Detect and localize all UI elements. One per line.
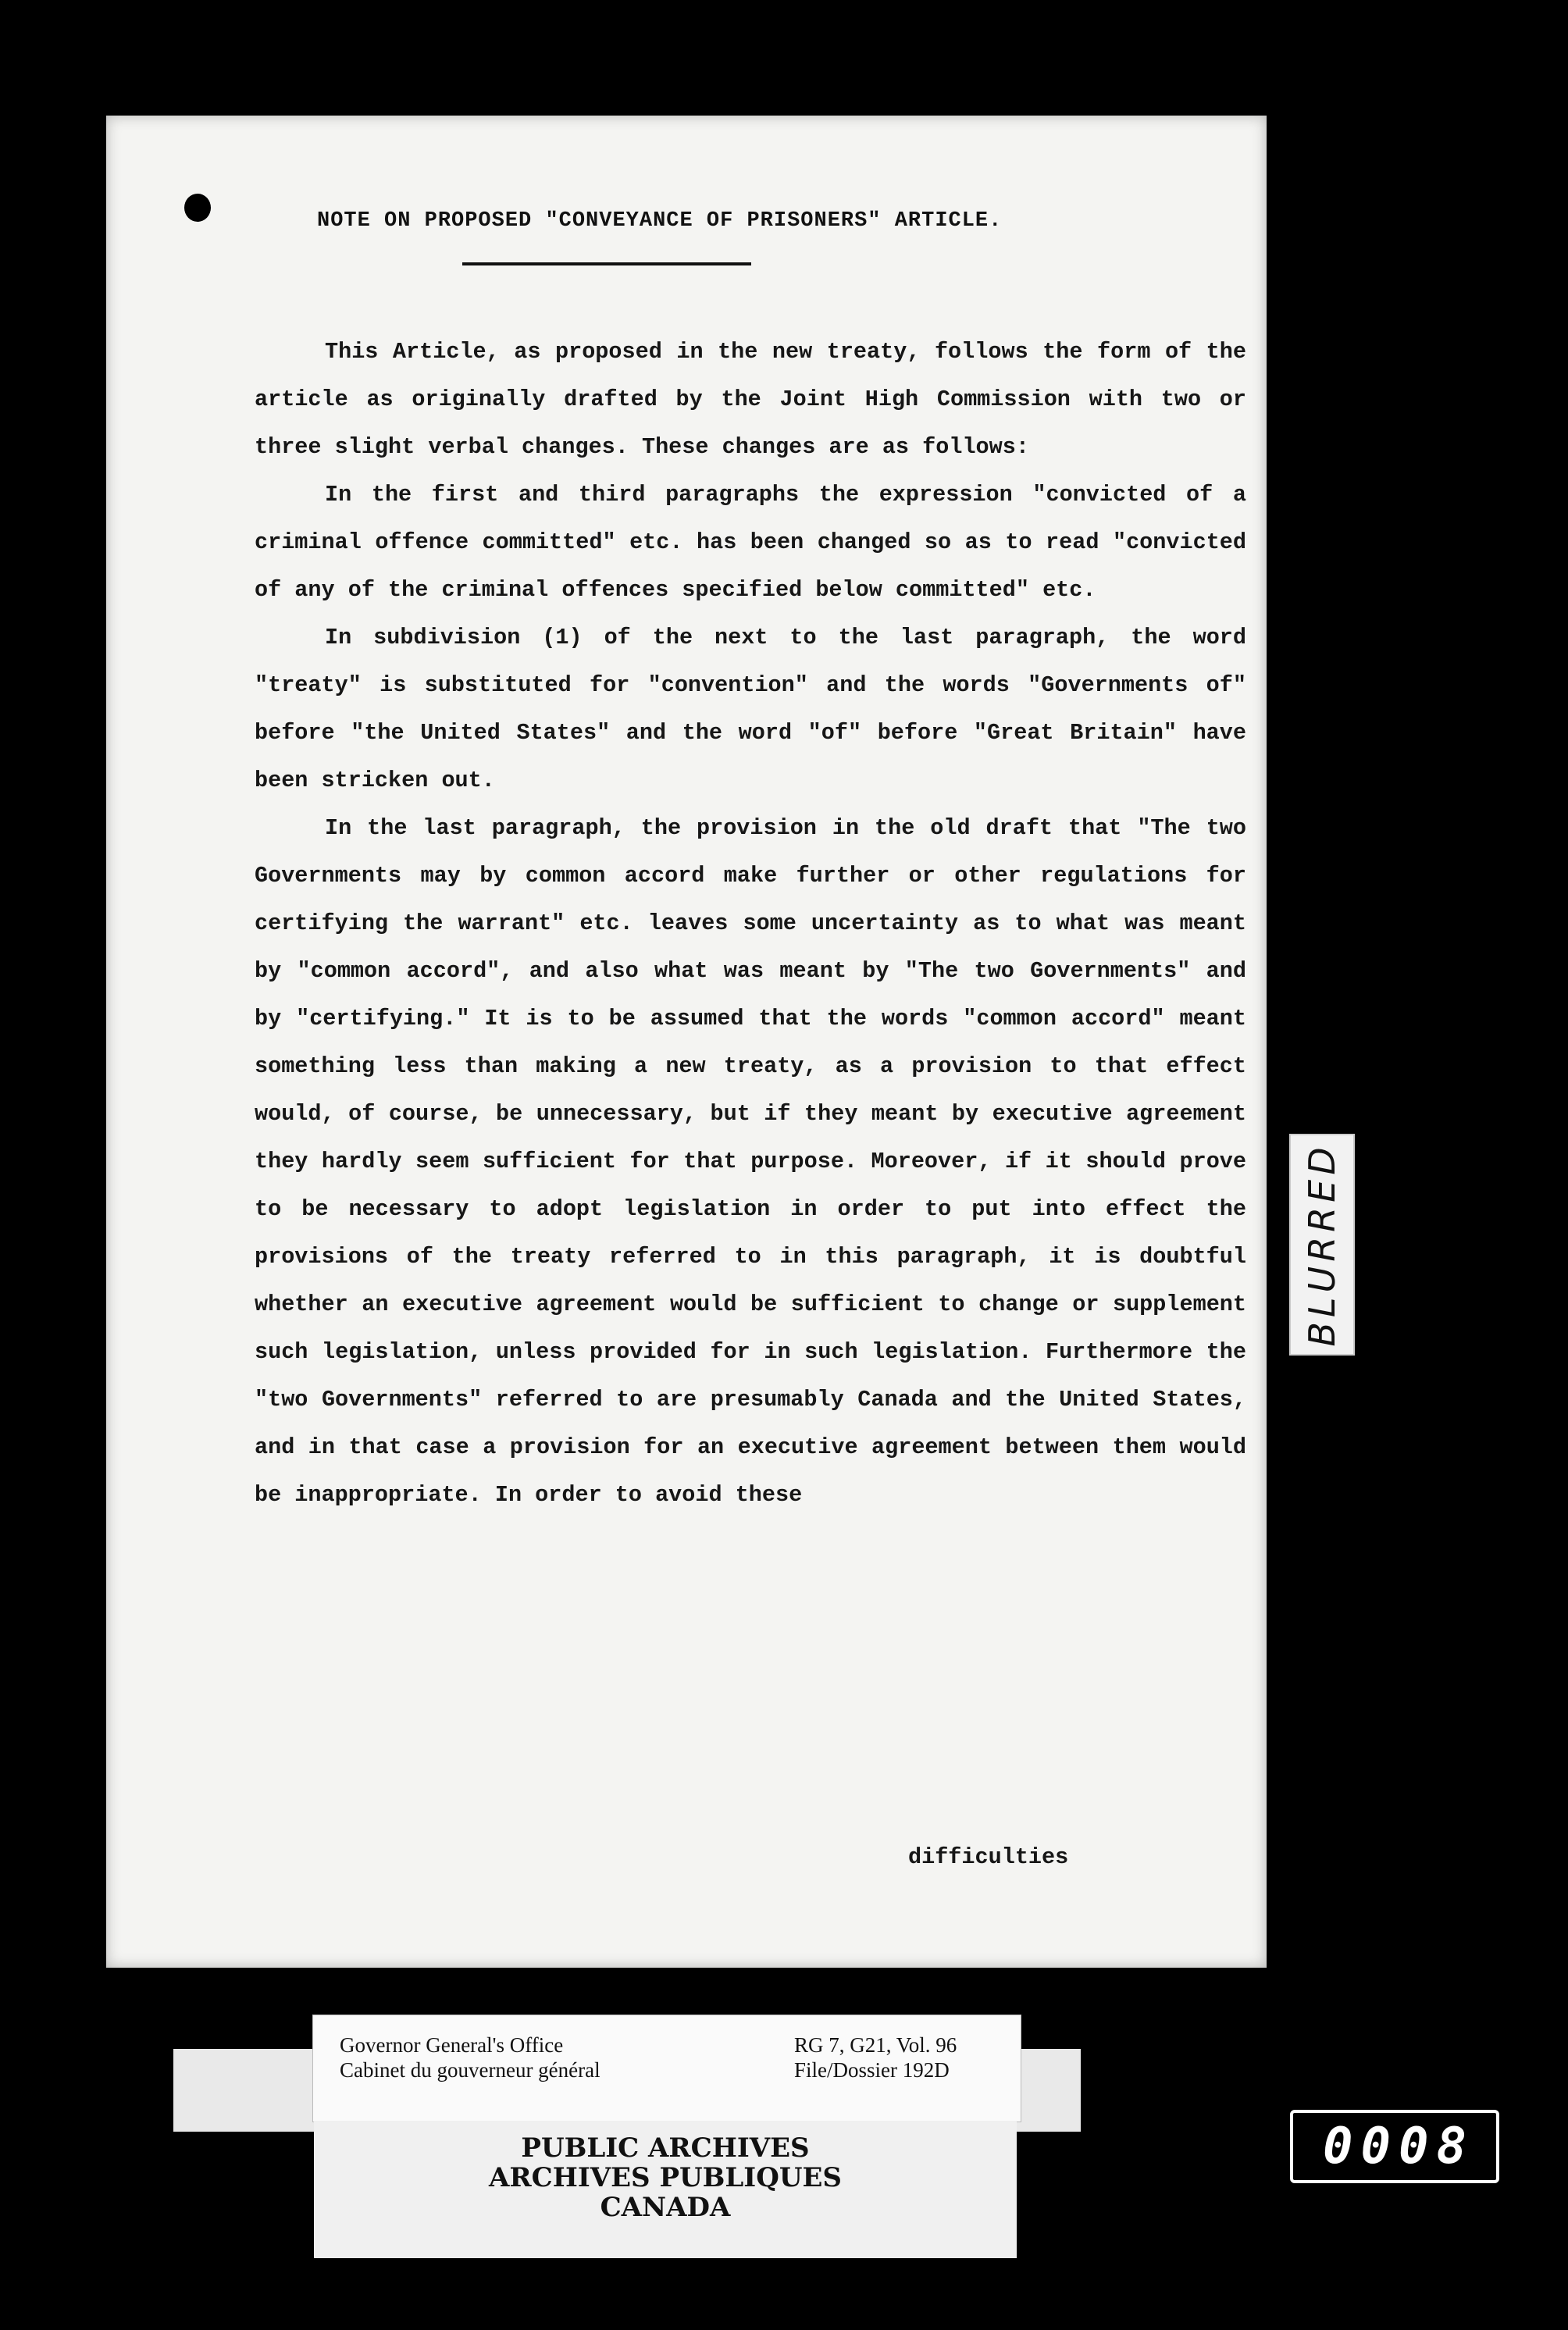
blurred-tab-text: BLURRED <box>1301 1142 1343 1347</box>
paragraph-2: In the first and third paragraphs the expression "convicted of a criminal offence committed" etc. has been changed so as to read "convicted of any of the criminal offences specified below committed" etc. <box>255 482 1246 603</box>
archive-label-reference <box>794 2033 957 2082</box>
frame-counter <box>1290 2110 1499 2183</box>
reference-number: RG 7, G21, Vol. 96 <box>794 2033 957 2057</box>
paragraph-4: In the last paragraph, the provision in the old draft that "The two Governments may by common accord make further or other regulations for certifying the warrant" etc. leaves some uncertainty as to what was meant by "common accord", and also what was meant by "The two Governments" and by "certifying." It is to be assumed that the words "common accord" meant something less than making a new treaty, as a provision to that effect would, of course, be unnecessary, but if they meant by executive agreement they hardly seem sufficient for that purpose. Moreover, if it should prove to be necessary to adopt legislation in order to put into effect the provisions of the treaty referred to in this paragraph, it is doubtful whether an executive agreement would be sufficient to change or supplement such legislation, unless provided for in such legislation. Furthermore the "two Governments" referred to are presumably Canada and the United States, and in that case a provision for an executive agreement between them would be inappropriate. In order to avoid these <box>255 815 1246 1508</box>
office-en: Governor General's Office <box>340 2033 564 2057</box>
frame-digit: 8 <box>1436 2118 1467 2175</box>
archives-line-3: CANADA <box>600 2192 731 2223</box>
archives-stamp <box>314 2121 1017 2258</box>
archive-label-office <box>340 2033 600 2082</box>
blurred-tab <box>1289 1134 1355 1356</box>
paragraph-3: In subdivision (1) of the next to the last paragraph, the word "treaty" is substituted for "convention" and the words "Governments of" before "the United States" and the word "of" before "Great Britain" have been stricken out. <box>255 625 1246 793</box>
archives-line-1: PUBLIC ARCHIVES <box>521 2132 810 2164</box>
archives-line-2: ARCHIVES PUBLIQUES <box>489 2162 842 2193</box>
continuation-word: difficulties <box>908 1844 1069 1870</box>
frame-digit: 0 <box>1399 2118 1429 2175</box>
title-underline <box>462 262 751 265</box>
document-title: NOTE ON PROPOSED "CONVEYANCE OF PRISONERS" ARTICLE. <box>317 209 1003 233</box>
archive-label <box>312 2015 1021 2122</box>
frame-digit: 0 <box>1322 2118 1353 2175</box>
punch-hole <box>184 194 211 222</box>
file-number: File/Dossier 192D <box>794 2058 950 2082</box>
paragraph-1: This Article, as proposed in the new treaty, follows the form of the article as originally drafted by the Joint High Commission with two or three slight verbal changes. These changes are as follows: <box>255 339 1246 460</box>
office-fr: Cabinet du gouverneur général <box>340 2058 600 2082</box>
document-body <box>255 328 1246 1519</box>
frame-digit: 0 <box>1360 2118 1391 2175</box>
